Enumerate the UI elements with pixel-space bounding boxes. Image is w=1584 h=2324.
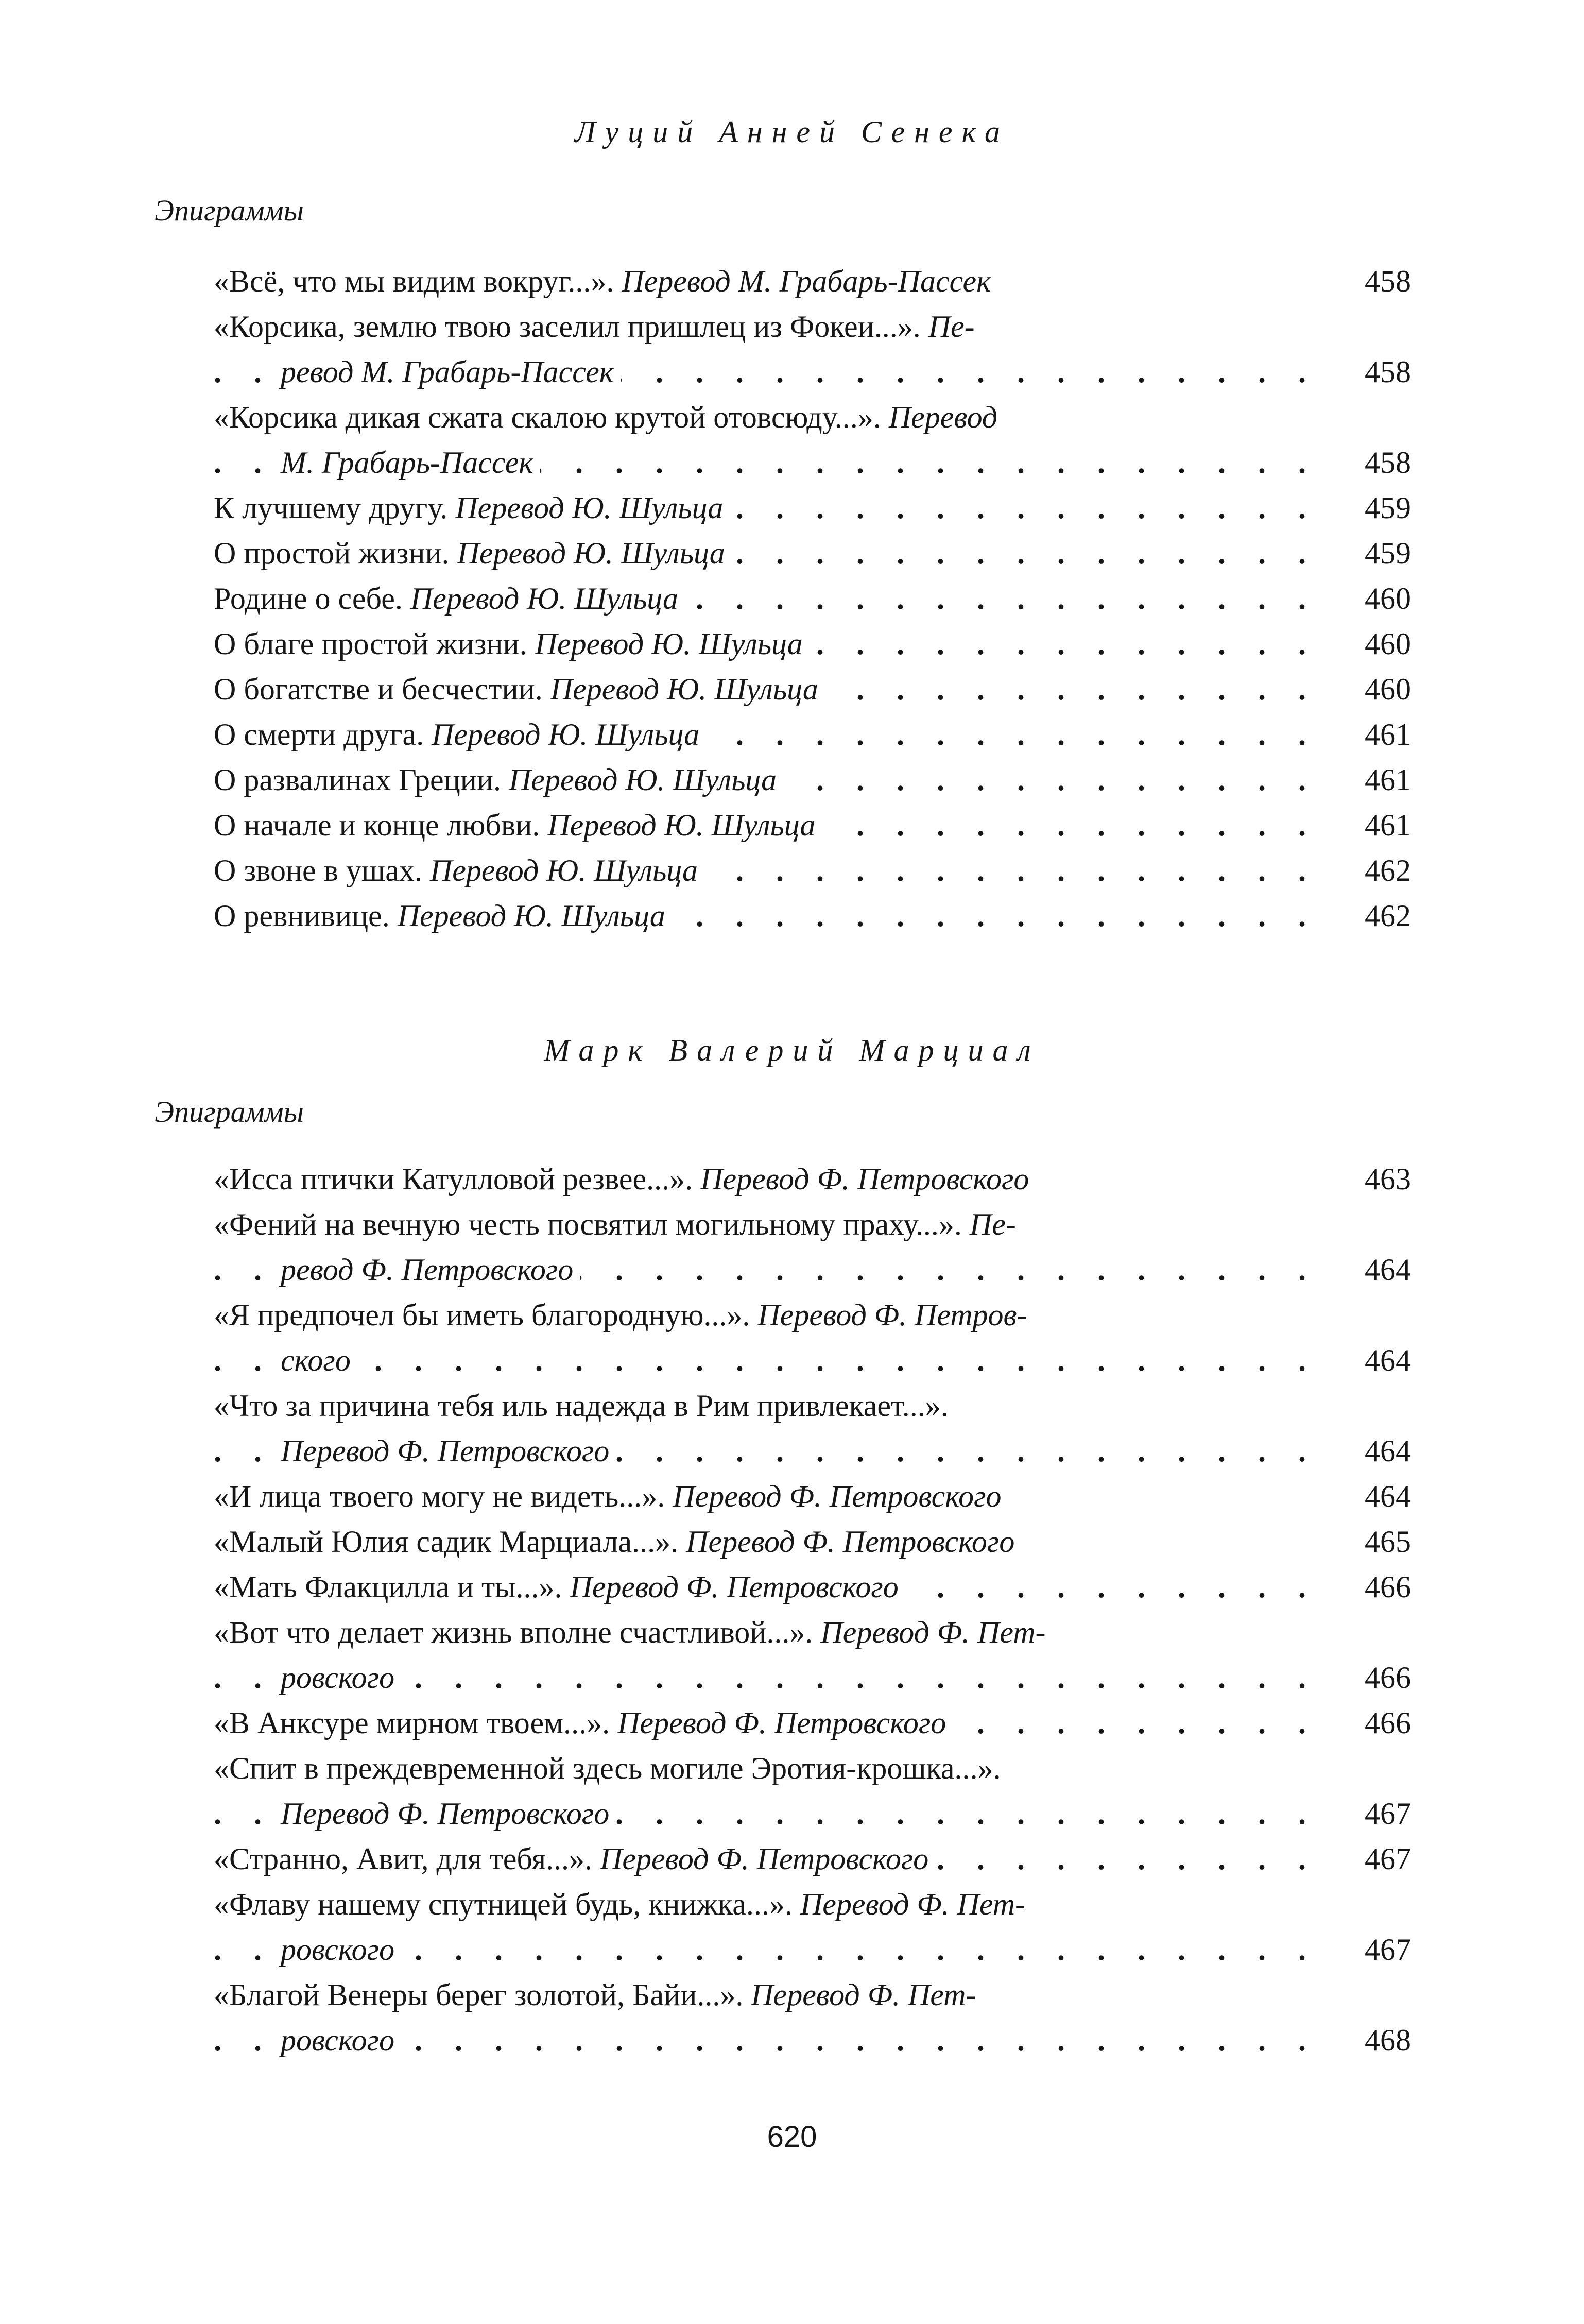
page-ref: 468: [1365, 2023, 1411, 2057]
toc-entry[interactable]: «Фений на вечную честь посвятил могильному праху...». Пе- ревод Ф. Петровского . . . 464: [214, 1202, 1411, 1292]
page-ref: 467: [1365, 1797, 1411, 1831]
page-ref: 461: [1365, 717, 1411, 751]
page-ref: 462: [1365, 853, 1411, 887]
page-ref: 466: [1365, 1661, 1411, 1695]
author-heading-seneca: Луций Анней Сенека: [574, 115, 1010, 149]
toc-entry[interactable]: «Что за причина тебя иль надежда в Рим привлекает...». Перевод Ф. Петровского . . . 464: [214, 1383, 1411, 1474]
leader-dots: [214, 1338, 1318, 1383]
page-ref: 464: [1365, 1479, 1411, 1513]
toc-entry[interactable]: «Мать Флакцилла и ты...». Перевод Ф. Петровского . . . 466: [214, 1564, 1411, 1610]
toc-entry[interactable]: «Флаву нашему спутницей будь, книжка...». Перевод Ф. Пет- ровского . . . 467: [214, 1882, 1411, 1972]
toc-entry[interactable]: «Исса птички Катулловой резвее...». Перевод Ф. Петровского 463: [214, 1156, 1411, 1202]
toc-entry[interactable]: «Всё, что мы видим вокруг...». Перевод М. Грабарь-Пассек 458: [214, 259, 1411, 304]
page-ref: 466: [1365, 1570, 1411, 1604]
toc-entry[interactable]: О начале и конце любви. Перевод Ю. Шульца . . . 461: [214, 802, 1411, 848]
toc-entry[interactable]: О богатстве и бесчестии. Перевод Ю. Шульца . . . 460: [214, 667, 1411, 712]
genre-heading-epigrams: Эпиграммы: [154, 1095, 304, 1129]
toc-entry[interactable]: О звоне в ушах. Перевод Ю. Шульца . . . 462: [214, 848, 1411, 893]
toc-entry[interactable]: О ревнивице. Перевод Ю. Шульца . . . 462: [214, 893, 1411, 938]
author-heading-martial: Марк Валерий Марциал: [544, 1033, 1040, 1067]
toc-entry[interactable]: «Спит в преждевременной здесь могиле Эротия-крошка...». Перевод Ф. Петровского . . . 467: [214, 1746, 1411, 1836]
toc-entry[interactable]: О развалинах Греции. Перевод Ю. Шульца . . . 461: [214, 757, 1411, 802]
page-ref: 465: [1365, 1525, 1411, 1559]
toc-entry[interactable]: «И лица твоего могу не видеть...». Перевод Ф. Петровского 464: [214, 1474, 1411, 1519]
genre-heading-epigrams: Эпиграммы: [154, 194, 304, 227]
toc-entry[interactable]: К лучшему другу. Перевод Ю. Шульца . . . 459: [214, 485, 1411, 531]
page-ref: 463: [1365, 1162, 1411, 1196]
page-ref: 462: [1365, 899, 1411, 933]
toc-entry[interactable]: «Корсика дикая сжата скалою крутой отовсюду...». Перевод М. Грабарь-Пассек . . . 458: [214, 395, 1411, 485]
page-ref: 466: [1365, 1706, 1411, 1740]
toc-entry[interactable]: «Корсика, землю твою заселил пришлец из Фокеи...». Пе- ревод М. Грабарь-Пассек . . . 458: [214, 304, 1411, 395]
toc-entry[interactable]: «Я предпочел бы иметь благородную...». Перевод Ф. Петров- ского . . . 464: [214, 1292, 1411, 1383]
page-ref: 458: [1365, 355, 1411, 389]
page-ref: 461: [1365, 763, 1411, 797]
page-ref: 460: [1365, 672, 1411, 706]
toc-entry[interactable]: О простой жизни. Перевод Ю. Шульца . . . 459: [214, 531, 1411, 576]
page-ref: 461: [1365, 808, 1411, 842]
page-ref: 464: [1365, 1434, 1411, 1468]
page-ref: 458: [1365, 264, 1411, 298]
page-ref: 459: [1365, 536, 1411, 570]
toc-entry[interactable]: О смерти друга. Перевод Ю. Шульца . . . 461: [214, 712, 1411, 757]
page-ref: 460: [1365, 627, 1411, 661]
toc-entry[interactable]: «Вот что делает жизнь вполне счастливой...». Перевод Ф. Пет- ровского . . . 466: [214, 1610, 1411, 1700]
page-ref: 459: [1365, 491, 1411, 525]
page-ref: 464: [1365, 1253, 1411, 1287]
page-ref: 467: [1365, 1842, 1411, 1876]
page-ref: 458: [1365, 446, 1411, 480]
toc-entry[interactable]: «Странно, Авит, для тебя...». Перевод Ф. Петровского . . . 467: [214, 1836, 1411, 1882]
page-ref: 464: [1365, 1343, 1411, 1377]
page-ref: 467: [1365, 1933, 1411, 1967]
toc-entry[interactable]: «Малый Юлия садик Марциала...». Перевод Ф. Петровского 465: [214, 1519, 1411, 1564]
toc-entry[interactable]: О благе простой жизни. Перевод Ю. Шульца . . . 460: [214, 621, 1411, 667]
page-number: 620: [767, 2120, 817, 2154]
toc-entry[interactable]: «В Анксуре мирном твоем...». Перевод Ф. Петровского . . . 466: [214, 1700, 1411, 1746]
toc-entry[interactable]: Родине о себе. Перевод Ю. Шульца . . . 460: [214, 576, 1411, 621]
toc-entry[interactable]: «Благой Венеры берег золотой, Байи...». Перевод Ф. Пет- ровского . . . 468: [214, 1972, 1411, 2063]
page-ref: 460: [1365, 582, 1411, 616]
